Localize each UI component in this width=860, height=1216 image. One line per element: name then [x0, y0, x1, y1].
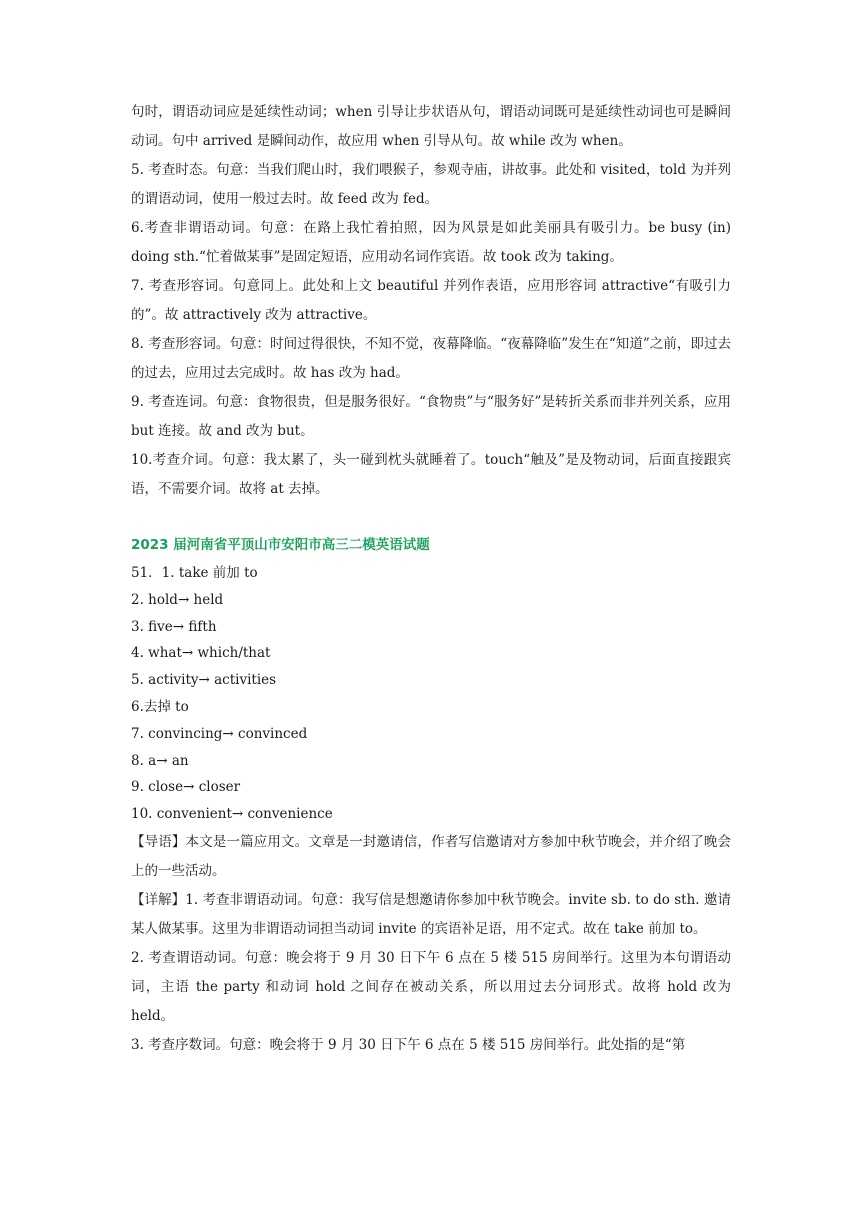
answer-line-2: 2. hold→ held	[131, 591, 224, 608]
answer-line-10: 10. convenient→ convenience	[131, 806, 333, 823]
explanation-paragraph-9: 9. 考查连词。句意：食物很贵，但是服务很好。“食物贵”与“服务好”是转折关系而非并列关系，应用 but 连接。故 and 改为 but。	[131, 394, 731, 439]
answer-line-9: 9. close→ closer	[131, 779, 241, 796]
answer-line-5: 5. activity→ activities	[131, 672, 277, 689]
explanation-paragraph-10: 10.考查介词。句意：我太累了，头一碰到枕头就睡着了。touch“触及”是及物动词，后面直接跟宾语，不需要介词。故将 at 去掉。	[131, 452, 731, 497]
answer-line-4: 4. what→ which/that	[131, 645, 271, 662]
detail-paragraph-1: 【详解】1. 考查非谓语动词。句意：我写信是想邀请你参加中秋节晚会。invite sb. to do sth. 邀请某人做某事。这里为非谓语动词担当动词 invite 的宾语补足语，用不定式。故在 take 前加 to。	[131, 891, 731, 937]
detail-paragraph-2: 2. 考查谓语动词。句意：晚会将于 9 月 30 日下午 6 点在 5 楼 515 房间举行。这里为本句谓语动词，主语 the party 和动词 hold 之间存在被动关系，所以用过去分词形式。故将 hold 改为 held。	[131, 949, 731, 1024]
explanation-paragraph-8: 8. 考查形容词。句意：时间过得很快，不知不觉，夜幕降临。“夜幕降临”发生在“知道”之前，即过去的过去，应用过去完成时。故 has 改为 had。	[131, 336, 731, 381]
document-page	[131, 98, 731, 1060]
explanation-paragraph-5: 5. 考查时态。句意：当我们爬山时，我们喂猴子，参观寺庙，讲故事。此处和 visited，told 为并列的谓语动词，使用一般过去时。故 feed 改为 fed。	[131, 162, 731, 207]
explanation-paragraph-7: 7. 考查形容词。句意同上。此处和上文 beautiful 并列作表语，应用形容词 attractive“有吸引力的”。故 attractively 改为 attractive。	[131, 278, 731, 323]
section-title: 2023 届河南省平顶山市安阳市高三二模英语试题	[131, 537, 430, 553]
explanation-paragraph-4-cont: 句时，谓语动词应是延续性动词；when 引导让步状语从句，谓语动词既可是延续性动词也可是瞬间动词。句中 arrived 是瞬间动作，故应用 when 引导从句。故 while 改为 when。	[131, 104, 731, 149]
explanation-paragraph-6: 6.考查非谓语动词。句意：在路上我忙着拍照，因为风景是如此美丽具有吸引力。be busy (in) doing sth.“忙着做某事”是固定短语，应用动名词作宾语。故 took 改为 taking。	[131, 220, 731, 265]
answer-line-6: 6.去掉 to	[131, 698, 189, 715]
lead-paragraph: 【导语】本文是一篇应用文。文章是一封邀请信，作者写信邀请对方参加中秋节晚会，并介绍了晚会上的一些活动。	[131, 833, 731, 879]
answer-line-1: 51．1. take 前加 to	[131, 565, 258, 581]
answer-line-3: 3. five→ fifth	[131, 618, 217, 635]
answer-line-8: 8. a→ an	[131, 752, 189, 769]
answer-line-7: 7. convincing→ convinced	[131, 725, 308, 742]
detail-paragraph-3: 3. 考查序数词。句意：晚会将于 9 月 30 日下午 6 点在 5 楼 515 房间举行。此处指的是“第	[131, 1036, 686, 1053]
